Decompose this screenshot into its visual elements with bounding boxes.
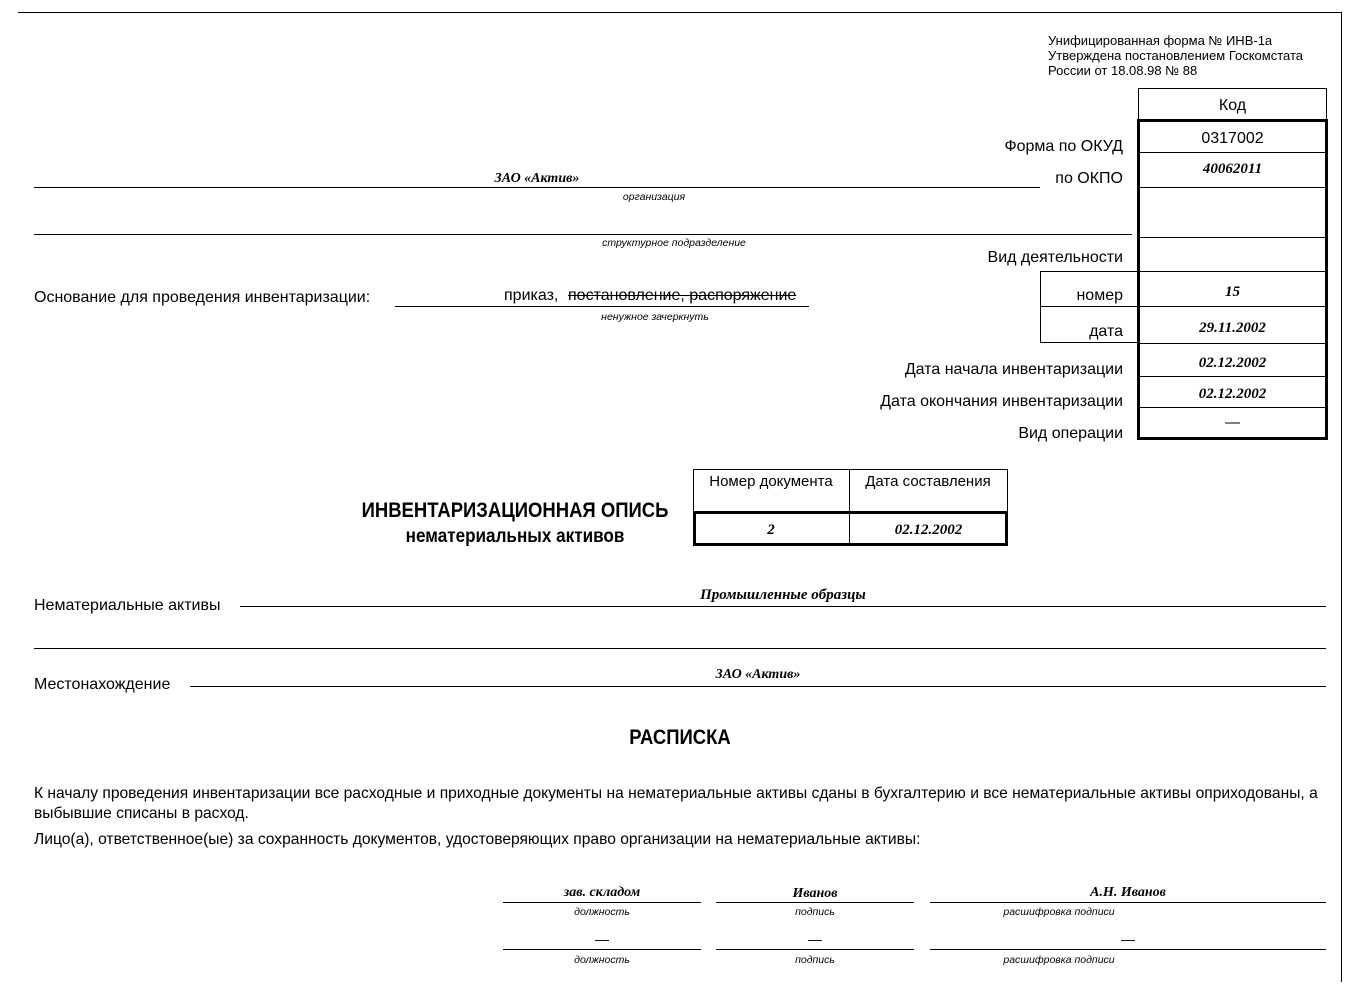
okud-label: Форма по ОКУД: [1004, 138, 1123, 155]
location-label: Местонахождение: [34, 676, 171, 693]
sig2-signature-line: [716, 949, 914, 950]
subdivision-caption: структурное подразделение: [602, 237, 746, 249]
date-label: дата: [1089, 323, 1123, 340]
number-label: номер: [1076, 287, 1123, 304]
sig1-position-line: [503, 902, 701, 903]
sig1-name-line: [930, 902, 1326, 903]
start-date-label: Дата начала инвентаризации: [904, 361, 1123, 378]
codes-sep-1: [1138, 152, 1327, 153]
page-border-right: [1341, 12, 1342, 982]
date-value: 29.11.2002: [1199, 320, 1266, 336]
doc-number-value: 2: [767, 522, 775, 538]
sig1-position: зав. складом: [563, 885, 641, 900]
doc-col2-header: Дата составления: [865, 473, 991, 490]
receipt-title: РАСПИСКА: [629, 726, 731, 749]
codes-sep-2: [1138, 187, 1327, 188]
codes-sep-5: [1138, 306, 1327, 307]
number-value: 15: [1225, 284, 1240, 300]
sig2-position-caption: должность: [574, 954, 630, 966]
activity-label: Вид деятельности: [987, 249, 1123, 266]
doc-date-value: 02.12.2002: [894, 522, 963, 538]
sig2-name: —: [1121, 931, 1135, 947]
organization-value: ЗАО «Актив»: [494, 171, 580, 186]
sig1-position-caption: должность: [574, 906, 630, 918]
end-date-value: 02.12.2002: [1198, 386, 1267, 402]
doc-col1-header: Номер документа: [709, 473, 833, 490]
sig2-signature: —: [808, 931, 822, 947]
form-header-line2: Утверждена постановлением Госкомстата: [1048, 48, 1304, 63]
assets-label: Нематериальные активы: [34, 597, 221, 614]
start-date-value: 02.12.2002: [1198, 355, 1267, 371]
sig2-signature-caption: подпись: [795, 954, 835, 966]
codes-sep-7: [1138, 376, 1327, 377]
subdivision-line: [34, 234, 1132, 235]
basis-line: [395, 306, 809, 307]
location-line: [190, 686, 1326, 687]
sig1-signature-line: [716, 902, 914, 903]
operation-value: —: [1225, 414, 1240, 431]
assets-line: [240, 606, 1326, 607]
basis-label: Основание для проведения инвентаризации:: [34, 289, 371, 306]
sig2-name-line: [930, 949, 1326, 950]
okpo-value: 40062011: [1202, 161, 1263, 177]
codes-sep-8: [1138, 407, 1327, 408]
location-value: ЗАО «Актив»: [715, 667, 801, 682]
sig1-name: А.Н. Иванов: [1090, 885, 1166, 900]
page-border-top: [18, 12, 1341, 13]
codes-title: Код: [1218, 97, 1247, 114]
sig1-signature: Иванов: [792, 886, 838, 901]
operation-label: Вид операции: [1018, 425, 1123, 442]
organization-caption: организация: [622, 191, 686, 203]
organization-line: [34, 187, 1040, 188]
sig1-signature-caption: подпись: [795, 906, 835, 918]
sig2-position: —: [595, 931, 609, 947]
basis-struck: постановление, распоряжение: [568, 287, 797, 304]
receipt-paragraph: К началу проведения инвентаризации все расходные и приходные документы на нематериальные активы сданы в бухгалтерию и все нематериальные активы оприходованы, а выбывшие списаны в расход.: [34, 785, 1318, 822]
document-subtitle: нематериальных активов: [405, 526, 625, 547]
codes-sep-4: [1138, 271, 1327, 272]
assets-value: Промышленные образцы: [700, 587, 866, 603]
document-title: ИНВЕНТАРИЗАЦИОННАЯ ОПИСЬ: [361, 499, 669, 522]
basis-kept: приказ,: [504, 287, 559, 304]
form-header-line1: Унифицированная форма № ИНВ-1а: [1048, 33, 1273, 48]
sig1-name-caption: расшифровка подписи: [1003, 906, 1115, 918]
okud-value: 0317002: [1201, 130, 1264, 147]
end-date-label: Дата окончания инвентаризации: [880, 393, 1123, 410]
form-header: [1048, 33, 1303, 78]
form-header-line3: России от 18.08.98 № 88: [1048, 63, 1198, 78]
codes-sep-6: [1138, 343, 1327, 344]
basis-code-box-sep: [1040, 306, 1138, 307]
basis-caption: ненужное зачеркнуть: [601, 311, 709, 323]
receipt-responsible: Лицо(а), ответственное(ые) за сохранность документов, удостоверяющих право организации на нематериальные активы:: [34, 831, 921, 848]
sig2-name-caption: расшифровка подписи: [1003, 954, 1115, 966]
okpo-label: по ОКПО: [1055, 170, 1123, 187]
sig2-position-line: [503, 949, 701, 950]
assets-line-2: [34, 648, 1326, 649]
doc-table-header-sep: [849, 469, 850, 512]
